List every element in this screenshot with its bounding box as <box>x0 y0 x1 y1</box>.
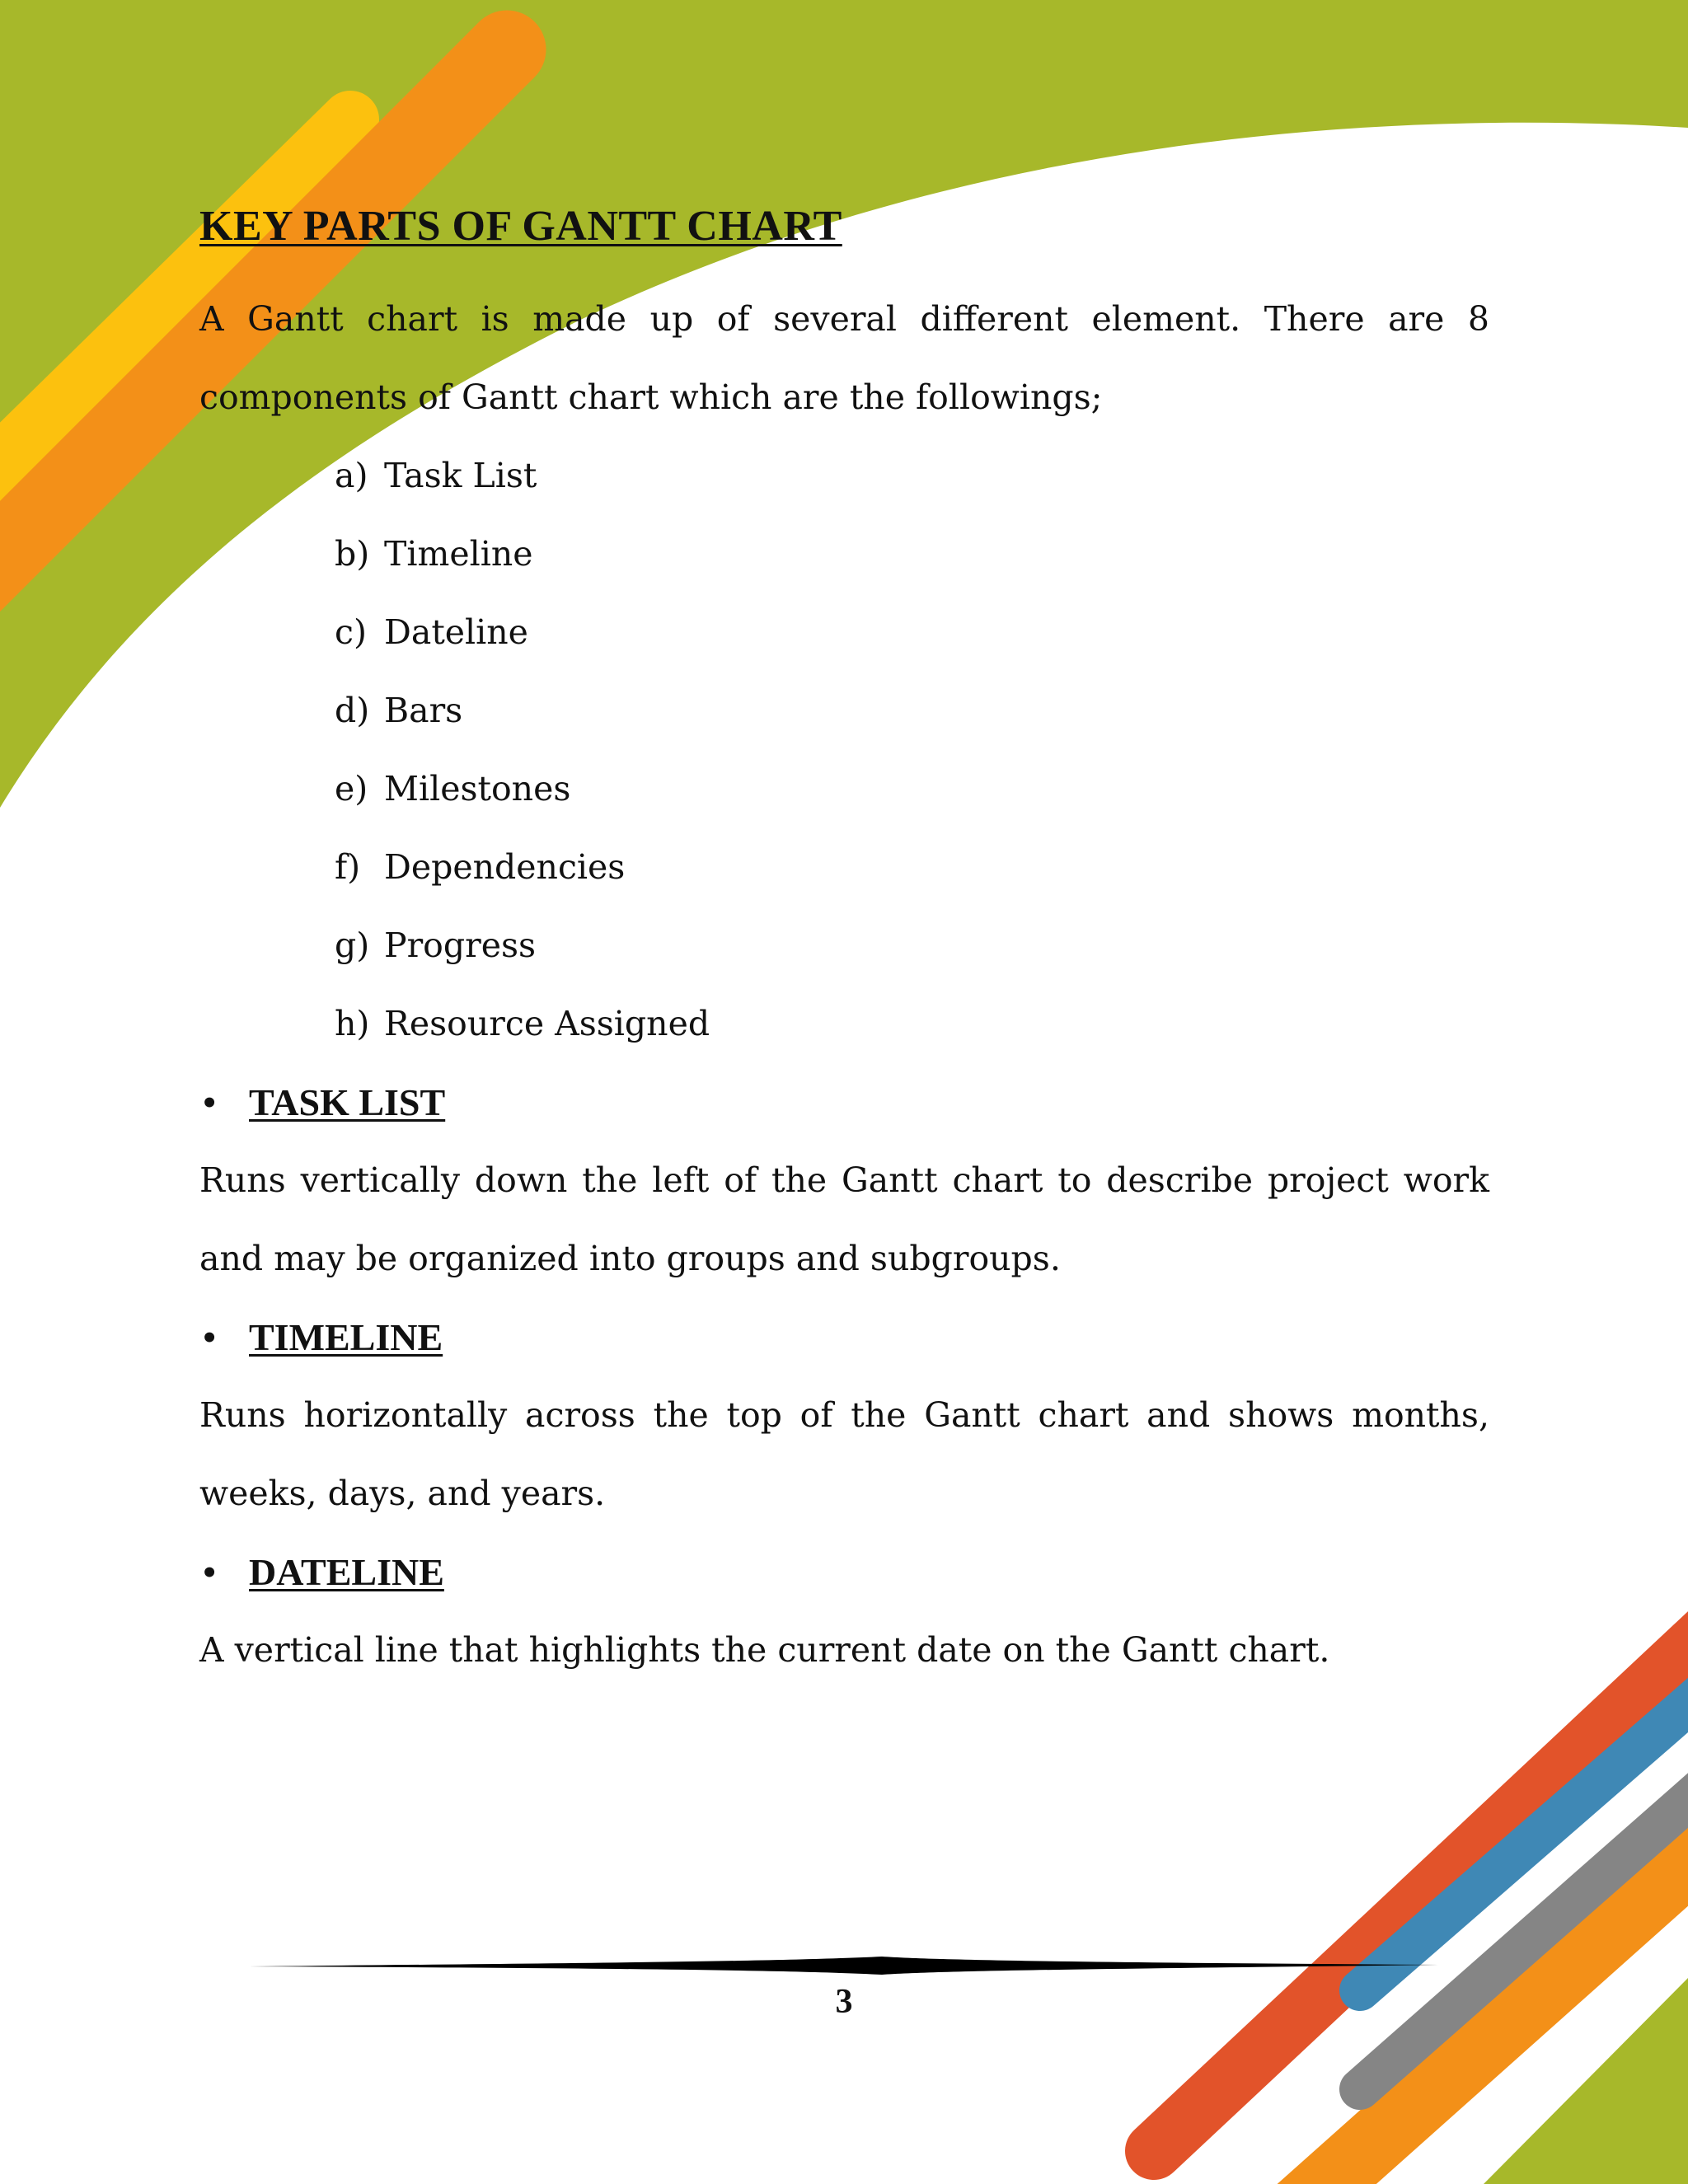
components-list <box>199 437 1489 1063</box>
list-item-marker: g) <box>335 926 370 965</box>
list-item-label: Resource Assigned <box>384 1004 710 1043</box>
list-item-label: Milestones <box>384 769 571 808</box>
list-item <box>335 515 1489 593</box>
page-title: KEY PARTS OF GANTT CHART <box>199 203 842 250</box>
list-item-marker: f) <box>335 847 361 887</box>
bullet-icon: • <box>199 1319 220 1358</box>
section-heading-dateline <box>199 1533 1489 1611</box>
section-body-task-list: Runs vertically down the left of the Gantt chart to describe project work and may be organized into groups and subgroups. <box>199 1160 1489 1278</box>
list-item <box>335 828 1489 907</box>
section-body-dateline: A vertical line that highlights the current date on the Gantt chart. <box>199 1630 1330 1670</box>
bullet-icon: • <box>199 1554 220 1593</box>
list-item <box>335 750 1489 828</box>
bullet-icon: • <box>199 1084 220 1123</box>
page-number: 3 <box>835 1983 853 2021</box>
list-item-marker: e) <box>335 769 368 808</box>
list-item-label: Timeline <box>384 534 533 574</box>
section-heading-timeline <box>199 1298 1489 1376</box>
list-item-label: Progress <box>384 926 537 965</box>
list-item-marker: a) <box>335 456 368 495</box>
list-item-marker: c) <box>335 612 367 652</box>
list-item <box>335 672 1489 750</box>
list-item <box>335 437 1489 515</box>
list-item <box>335 907 1489 985</box>
section-heading-text: TIMELINE <box>249 1316 443 1358</box>
list-item-label: Bars <box>384 691 463 730</box>
list-item-label: Task List <box>384 456 537 495</box>
list-item <box>335 593 1489 672</box>
section-heading-text: TASK LIST <box>249 1081 446 1123</box>
list-item <box>335 985 1489 1063</box>
section-heading-task-list <box>199 1063 1489 1141</box>
intro-paragraph: A Gantt chart is made up of several different element. There are 8 components of Gantt chart which are the followings; <box>199 299 1489 417</box>
section-heading-text: DATELINE <box>249 1551 444 1593</box>
list-item-label: Dependencies <box>384 847 626 887</box>
list-item-label: Dateline <box>384 612 528 652</box>
footer-divider <box>249 1957 1438 1975</box>
section-body-timeline: Runs horizontally across the top of the Gantt chart and shows months, weeks, days, and years. <box>199 1395 1489 1513</box>
list-item-marker: h) <box>335 1004 370 1043</box>
page-content <box>199 198 1489 1690</box>
list-item-marker: d) <box>335 691 370 730</box>
list-item-marker: b) <box>335 534 370 574</box>
